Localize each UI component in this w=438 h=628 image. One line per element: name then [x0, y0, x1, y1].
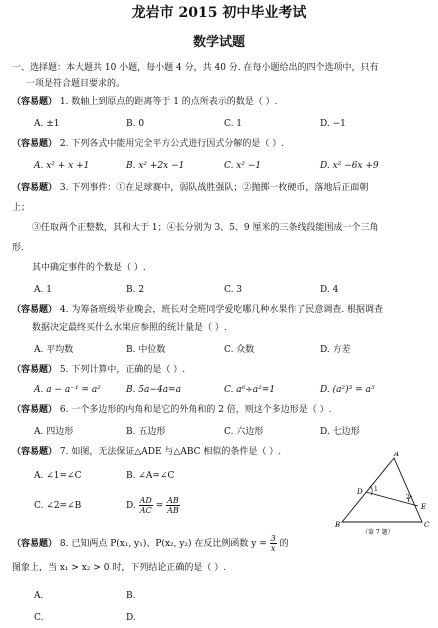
q7-option-d-fraction-right: [166, 496, 180, 515]
q8-option-c: C.: [34, 613, 44, 623]
q7-option-d-label: D.: [126, 501, 136, 511]
q6-option-a: A. 四边形: [34, 427, 74, 437]
label-angle-2: 2: [406, 494, 410, 501]
difficulty-tag: （容易题）: [12, 539, 58, 549]
q4-option-d: D. 方差: [320, 345, 351, 355]
difficulty-tag: （容易题）: [12, 97, 58, 107]
question-3-stem-line4: 形.: [12, 243, 24, 253]
label-b: B: [335, 521, 341, 529]
q7-option-d-fraction-left: [139, 496, 153, 515]
fraction-denominator: AC: [139, 506, 152, 515]
q1-option-a: A. ±1: [34, 119, 60, 129]
q1-option-d: D. −1: [320, 119, 346, 129]
question-3-stem-line1: 3. 下列事件：①在足球赛中，弱队战胜强队；②抛掷一枚硬币，落地后正面朝: [59, 183, 369, 193]
q4-option-a: A. 平均数: [34, 345, 74, 355]
fraction-numerator: AB: [167, 496, 179, 505]
fraction-numerator: 3: [270, 534, 276, 543]
question-4-stem-line1: 4. 为筹备班级毕业晚会，班长对全班同学爱吃哪几种水果作了民意调查. 根据调查: [59, 305, 384, 315]
question-8-stem-b: 的: [279, 539, 289, 549]
q2-option-a: A. x² + x +1: [34, 161, 90, 171]
question-3-stem-line3: ③任取两个正整数，其和大于 1；④长分别为 3、5、9 厘米的三条线段能围成一个三角: [32, 223, 379, 233]
question-2-stem: 2. 下列各式中能用完全平方公式进行因式分解的是（ ）.: [59, 139, 285, 149]
q3-option-a: A. 1: [34, 285, 52, 295]
q6-option-c: C. 六边形: [224, 427, 264, 437]
question-3-stem-line2: 上；: [12, 203, 31, 213]
question-7: [12, 446, 281, 458]
difficulty-tag: （容易题）: [12, 139, 58, 149]
label-d: D: [357, 488, 363, 496]
figure-caption: （第 7 题）: [362, 529, 394, 536]
q4-option-b: B. 中位数: [126, 345, 166, 355]
difficulty-tag: （容易题）: [12, 183, 58, 193]
label-e: E: [421, 503, 427, 511]
q3-option-d: D. 4: [320, 285, 339, 295]
q8-option-a: A.: [34, 591, 44, 601]
q4-option-c: C. 众数: [224, 345, 255, 355]
triangle-abc: [342, 458, 422, 522]
section-intro-line2: 一项是符合题目要求的。: [26, 79, 126, 89]
q1-option-c: C. 1: [224, 119, 243, 129]
question-3-stem-line5: 其中确定事件的个数是（ ）.: [32, 263, 146, 273]
q5-option-a: A. a − a⁻¹ = a²: [34, 385, 101, 395]
question-3: [12, 182, 368, 194]
label-a: A: [394, 452, 400, 458]
q3-option-b: B. 2: [126, 285, 145, 295]
question-6: [12, 404, 332, 416]
q2-option-d: D. x² −6x +9: [320, 161, 379, 171]
exam-title: 龙岩市 2015 初中毕业考试: [131, 5, 307, 21]
question-5: [12, 364, 185, 376]
question-4-stem-line2: 数据决定最终买什么水果应参照的统计量是（ ）.: [32, 323, 227, 333]
q5-option-b: B. 5a−4a=a: [126, 385, 181, 395]
q6-option-b: B. 五边形: [126, 427, 166, 437]
q6-option-d: D. 七边形: [320, 427, 360, 437]
exam-subtitle: 数学试题: [192, 35, 245, 50]
question-8-stem-line2: 图象上，当 x₁ > x₂ > 0 时，下列结论正确的是（ ）.: [12, 563, 227, 573]
question-2: [12, 138, 284, 150]
q3-option-c: C. 3: [224, 285, 243, 295]
difficulty-tag: （容易题）: [12, 447, 58, 457]
q8-fraction: [270, 534, 277, 553]
question-8-stem-a: 8. 已知两点 P(x₁, y₁)、P(x₂, y₂) 在反比例函数 y =: [59, 539, 267, 549]
triangle-figure: [334, 452, 434, 538]
label-c: C: [424, 521, 430, 529]
q2-option-b: B. x² +2x −1: [126, 161, 185, 171]
question-7-stem: 7. 如图，无法保证△ADE 与△ABC 相似的条件是（ ）.: [59, 447, 282, 457]
q8-option-d: D.: [126, 613, 136, 623]
question-8: [12, 534, 289, 554]
q5-option-d: D. (a²)³ = a⁵: [320, 385, 375, 395]
q7-option-a: A. ∠1=∠C: [34, 471, 82, 481]
difficulty-tag: （容易题）: [12, 405, 58, 415]
equals-sign: =: [155, 501, 164, 511]
difficulty-tag: （容易题）: [12, 305, 58, 315]
fraction-numerator: AD: [139, 496, 152, 505]
q5-option-c: C. a⁶÷a²=1: [224, 385, 276, 395]
question-6-stem: 6. 一个多边形的内角和是它的外角和的 2 倍，则这个多边形是（ ）.: [59, 405, 332, 415]
q8-option-b: B.: [126, 591, 136, 601]
label-angle-1: 1: [374, 486, 378, 493]
difficulty-tag: （容易题）: [12, 365, 58, 375]
q7-option-d: [126, 496, 180, 515]
q1-option-b: B. 0: [126, 119, 145, 129]
section-intro-line1: 一、选择题：本大题共 10 小题，每小题 4 分，共 40 分. 在每小题给出的四个选项中，只有: [12, 63, 379, 73]
q7-option-c: C. ∠2=∠B: [34, 501, 82, 511]
question-5-stem: 5. 下列计算中，正确的是（ ）.: [59, 365, 186, 375]
fraction-denominator: AB: [167, 506, 179, 515]
question-1-stem: 1. 数轴上到原点的距离等于 1 的点所表示的数是（ ）.: [59, 97, 278, 107]
question-1: [12, 96, 278, 108]
q7-option-b: B. ∠A=∠C: [126, 471, 175, 481]
question-4: [12, 304, 383, 316]
fraction-denominator: x: [270, 544, 276, 553]
q2-option-c: C. x² −1: [224, 161, 262, 171]
